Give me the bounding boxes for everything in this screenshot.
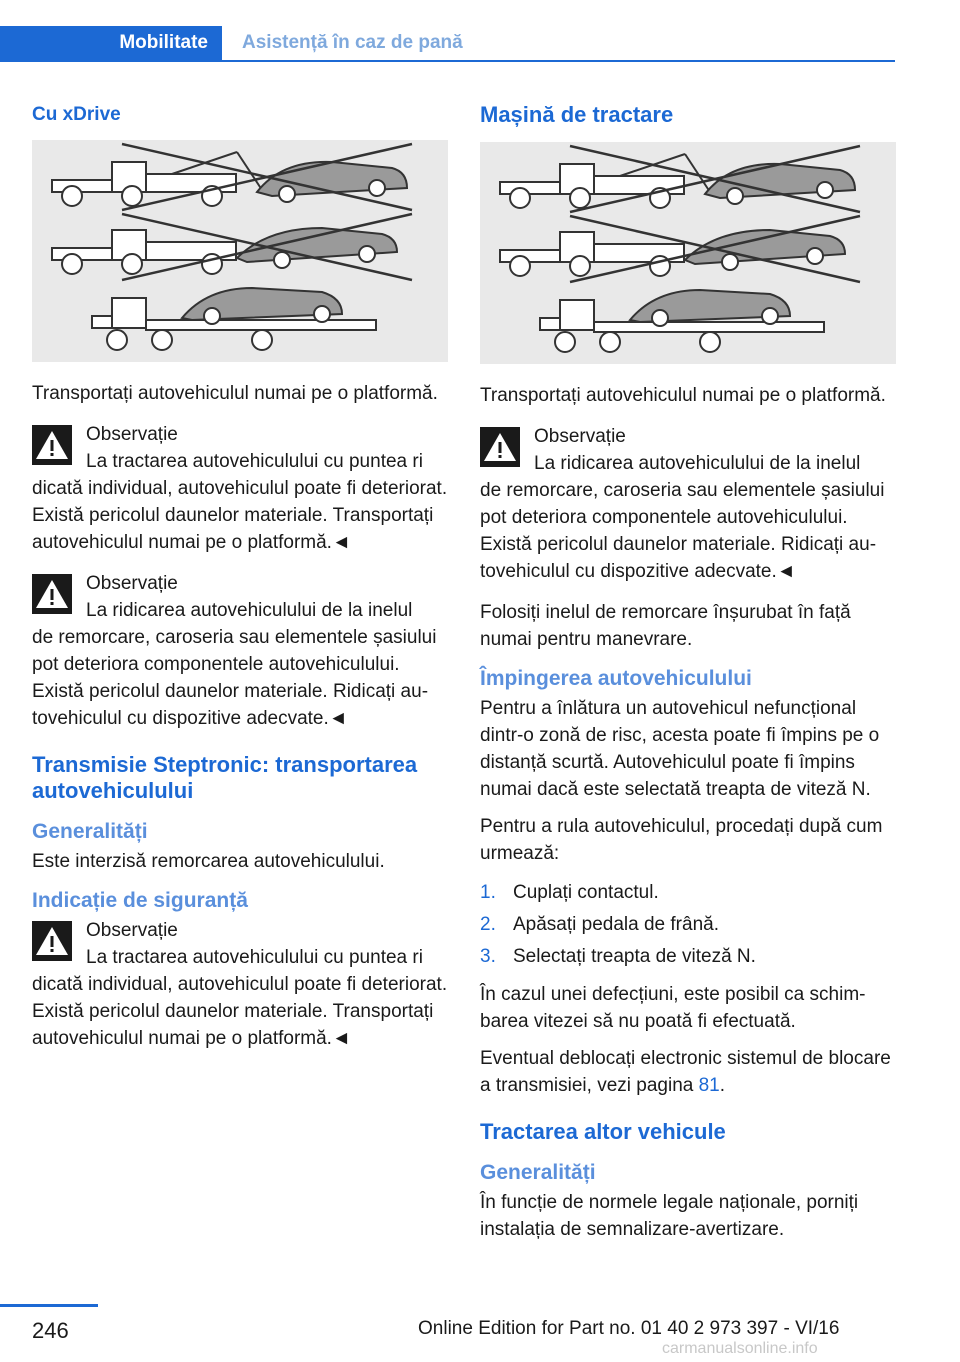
warning-text-first: La tractarea autovehiculului cu puntea ri	[86, 947, 423, 968]
edition-text: Online Edition for Part no. 01 40 2 973 397 - VI/16	[418, 1318, 840, 1339]
step-number: 1.	[480, 882, 496, 903]
warning-triangle-icon	[480, 427, 520, 467]
tow-ring-text: Folosiți inelul de remorcare înșurubat în față numai pentru manevrare.	[480, 602, 851, 650]
other-text: În funcție de normele legale naționale, porniți instalația de semnalizare-avertizare.	[480, 1192, 859, 1240]
tab-mobilitate[interactable]: Mobilitate	[0, 26, 222, 60]
list-item	[480, 909, 896, 941]
heading-pushing: Împingerea autovehiculului	[480, 667, 752, 690]
unlock-text	[480, 1045, 896, 1099]
page-header	[0, 0, 895, 62]
warning-title: Observație	[86, 573, 178, 594]
page-link[interactable]: 81	[698, 1075, 720, 1096]
header-divider	[0, 60, 895, 62]
steps-list	[480, 877, 896, 973]
caption-platform: Transportați autovehiculul numai pe o platformă.	[480, 385, 886, 406]
caption-platform: Transportați autovehiculul numai pe o platformă.	[32, 383, 438, 404]
right-column	[480, 96, 896, 1257]
warning-lifted-axle-2	[32, 917, 448, 1052]
warning-triangle-icon	[32, 425, 72, 465]
towing-illustration	[480, 142, 896, 364]
xdrive-label: Cu xDrive	[32, 104, 121, 125]
warning-title: Observație	[534, 426, 626, 447]
heading-tow-other: Tractarea altor vehicule	[480, 1119, 726, 1144]
watermark: carmanualsonline.info	[662, 1340, 818, 1357]
footer-divider	[0, 1304, 98, 1307]
warning-triangle-icon	[32, 921, 72, 961]
push-text: Pentru a înlătura un autovehicul nefuncțional dintr-o zonă de risc, acesta poate fi împins pe o distanță scurtă. Autovehiculul poate fi împins numai dacă este selectată treapta de viteză N.	[480, 698, 880, 800]
warning-text-first: La tractarea autovehiculului cu puntea ri	[86, 451, 423, 472]
towing-figure-xdrive	[32, 140, 448, 362]
heading-general: Generalități	[480, 1161, 596, 1184]
general-text: Este interzisă remorcarea autovehiculului.	[32, 851, 385, 872]
warning-text-rest: dicată individual, autovehiculul poate fi deteriorat. Există pericolul daunelor materiale. Transportați autovehiculul numai pe o platformă.◄	[32, 974, 448, 1049]
heading-steptronic-transport: Transmisie Steptronic: transportarea autovehiculului	[32, 752, 418, 803]
warning-triangle-icon	[32, 574, 72, 614]
step-text: Cuplați contactul.	[513, 882, 659, 903]
step-number: 2.	[480, 914, 496, 935]
warning-tow-ring	[32, 570, 448, 732]
warning-title: Observație	[86, 920, 178, 941]
step-text: Selectați treapta de viteză N.	[513, 946, 756, 967]
warning-text-rest: dicată individual, autovehiculul poate fi deteriorat. Există pericolul daunelor materiale. Transportați autovehiculul numai pe o platformă.◄	[32, 478, 448, 553]
unlock-text-end: .	[719, 1075, 726, 1096]
roll-text: Pentru a rula autovehiculul, procedați după cum urmează:	[480, 816, 883, 864]
warning-text-rest: de remorcare, caroseria sau elementele șasiului pot deteriora componentele autovehiculului. Există pericolul daunelor materiale. Ridicați autovehiculul cu dispozitive adecvate.◄	[480, 480, 885, 582]
page-number: 246	[32, 1318, 69, 1343]
tab-asistenta[interactable]: Asistență în caz de pană	[242, 32, 463, 53]
heading-safety: Indicație de siguranță	[32, 889, 248, 912]
step-number: 3.	[480, 946, 496, 967]
warning-lifted-axle	[32, 421, 448, 556]
fault-text: În cazul unei defecțiuni, este posibil ca schimbarea vitezei să nu poată fi efectuată.	[480, 984, 866, 1032]
heading-general: Generalități	[32, 820, 148, 843]
warning-tow-ring	[480, 423, 896, 585]
warning-title: Observație	[86, 424, 178, 445]
step-text: Apăsați pedala de frână.	[513, 914, 719, 935]
warning-text-first: La ridicarea autovehiculului de la inelul	[534, 453, 861, 474]
list-item	[480, 877, 896, 909]
towing-illustration	[32, 140, 448, 362]
list-item	[480, 941, 896, 973]
towing-figure-truck	[480, 142, 896, 364]
left-column	[32, 96, 448, 1066]
unlock-text-body: Eventual deblocați electronic sistemul de blocare a transmisiei, vezi pagina	[480, 1048, 891, 1096]
warning-text-first: La ridicarea autovehiculului de la inelul	[86, 600, 413, 621]
heading-tow-truck: Mașină de tractare	[480, 102, 674, 127]
warning-text-rest: de remorcare, caroseria sau elementele șasiului pot deteriora componentele autovehiculului. Există pericolul daunelor materiale. Ridicați autovehiculul cu dispozitive adecvate.◄	[32, 627, 437, 729]
